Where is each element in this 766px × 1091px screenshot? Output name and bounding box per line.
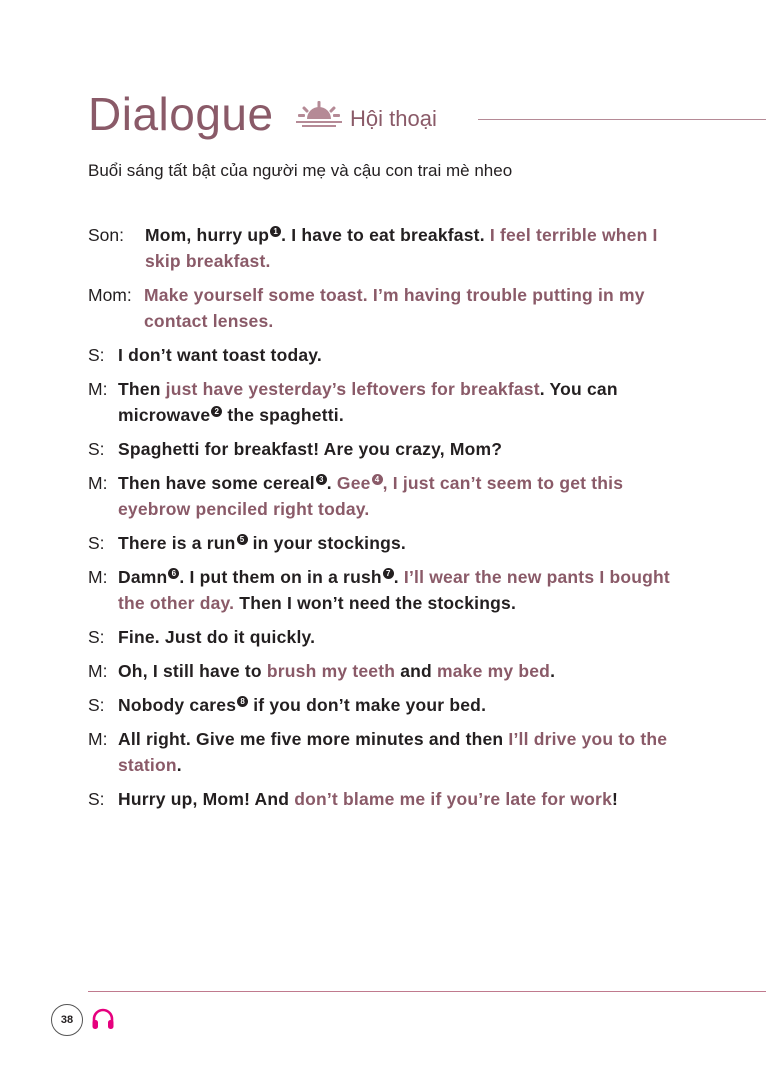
- text-segment: Mom, hurry up: [145, 225, 270, 245]
- footnote-marker: 6: [168, 568, 179, 579]
- speaker-label: Mom:: [88, 285, 132, 305]
- text-segment: I don’t want toast today.: [118, 345, 322, 365]
- highlighted-phrase: make my bed: [436, 661, 551, 681]
- speaker-label: S:: [88, 789, 105, 809]
- speaker-label: S:: [88, 345, 105, 365]
- text-segment: and: [395, 661, 437, 681]
- speaker-label: S:: [88, 439, 105, 459]
- dialogue-list: [88, 222, 698, 820]
- text-segment: All right. Give me five more minutes and then: [118, 729, 509, 749]
- speaker-label: Son:: [88, 225, 124, 245]
- text-segment: . I have to eat breakfast.: [281, 225, 490, 245]
- sunrise-icon: [296, 101, 342, 127]
- text-segment: .: [176, 755, 182, 775]
- text-segment: .: [326, 473, 337, 493]
- text-segment: Hurry up, Mom! And: [118, 789, 295, 809]
- text-segment: Nobody cares: [118, 695, 237, 715]
- dialogue-intro: Buổi sáng tất bật của người mẹ và cậu con trai mè nheo: [88, 161, 513, 180]
- dialogue-line: [88, 726, 698, 778]
- dialogue-line: [88, 658, 698, 684]
- dialogue-text: [118, 564, 698, 616]
- highlighted-phrase: Gee: [336, 473, 371, 493]
- text-segment: the spaghetti.: [222, 405, 344, 425]
- text-segment: in your stockings.: [247, 533, 406, 553]
- dialogue-text: [118, 376, 698, 428]
- speaker-label: M:: [88, 473, 108, 493]
- speaker-label: M:: [88, 729, 108, 749]
- speaker-label: S:: [88, 695, 105, 715]
- dialogue-text: [118, 436, 698, 462]
- dialogue-text: [118, 624, 698, 650]
- text-segment: !: [612, 789, 619, 809]
- highlighted-phrase: I’ll drive you to the station: [118, 729, 668, 775]
- highlighted-phrase: , I just can’t seem to get this eyebrow penciled right today.: [118, 473, 624, 519]
- footnote-marker: 5: [237, 534, 248, 545]
- dialogue-text: [118, 342, 698, 368]
- text-segment: Then I won’t need the stockings.: [234, 593, 517, 613]
- page-number: 38: [51, 1004, 83, 1036]
- dialogue-text: [118, 786, 698, 812]
- speaker-label: S:: [88, 533, 105, 553]
- highlighted-phrase: brush my teeth: [266, 661, 396, 681]
- dialogue-line: [88, 564, 698, 616]
- dialogue-text: [118, 530, 698, 556]
- footnote-marker: 7: [383, 568, 394, 579]
- page-subtitle: Hội thoại: [350, 106, 437, 131]
- text-segment: . I put them on in a rush: [179, 567, 382, 587]
- footnote-marker: 8: [237, 696, 248, 707]
- text-segment: . You can microwave: [118, 379, 618, 425]
- highlighted-phrase: just have yesterday’s leftovers for breakfast: [165, 379, 540, 399]
- text-segment: Fine. Just do it quickly.: [118, 627, 316, 647]
- footnote-marker: 1: [270, 226, 281, 237]
- dialogue-line: [88, 282, 698, 334]
- title-row: [88, 85, 766, 145]
- text-segment: Damn: [118, 567, 168, 587]
- text-segment: There is a run: [118, 533, 236, 553]
- text-segment: .: [550, 661, 556, 681]
- dialogue-line: [88, 436, 698, 462]
- page-title: Dialogue: [88, 88, 274, 140]
- text-segment: Oh, I still have to: [118, 661, 267, 681]
- dialogue-line: [88, 786, 698, 812]
- dialogue-line: [88, 470, 698, 522]
- dialogue-text: [118, 658, 698, 684]
- speaker-label: M:: [88, 661, 108, 681]
- footer-rule: [88, 991, 766, 992]
- footnote-marker: 4: [372, 474, 383, 485]
- highlighted-phrase: Make yourself some toast. I’m having trouble putting in my contact lenses.: [144, 285, 645, 331]
- highlighted-phrase: I’ll wear the new pants I bought the other day.: [118, 567, 670, 613]
- dialogue-line: [88, 624, 698, 650]
- highlighted-phrase: don’t blame me if you’re late for work: [294, 789, 613, 809]
- text-segment: if you don’t make your bed.: [248, 695, 487, 715]
- footnote-marker: 2: [211, 406, 222, 417]
- dialogue-line: [88, 530, 698, 556]
- dialogue-text: [118, 726, 698, 778]
- dialogue-line: [88, 376, 698, 428]
- speaker-label: M:: [88, 379, 108, 399]
- text-segment: .: [393, 567, 404, 587]
- dialogue-line: [88, 342, 698, 368]
- speaker-label: M:: [88, 567, 108, 587]
- dialogue-line: [88, 222, 698, 274]
- speaker-label: S:: [88, 627, 105, 647]
- dialogue-text: [118, 692, 698, 718]
- dialogue-text: [145, 222, 698, 274]
- dialogue-line: [88, 692, 698, 718]
- title-rule: [478, 119, 766, 120]
- dialogue-text: [144, 282, 698, 334]
- footnote-marker: 3: [316, 474, 327, 485]
- text-segment: Then have some cereal: [118, 473, 315, 493]
- highlighted-phrase: I feel terrible when I skip breakfast.: [145, 225, 658, 271]
- dialogue-text: [118, 470, 698, 522]
- text-segment: Then: [118, 379, 166, 399]
- text-segment: Spaghetti for breakfast! Are you crazy, Mom?: [118, 439, 503, 459]
- headphones-icon[interactable]: [90, 1006, 116, 1032]
